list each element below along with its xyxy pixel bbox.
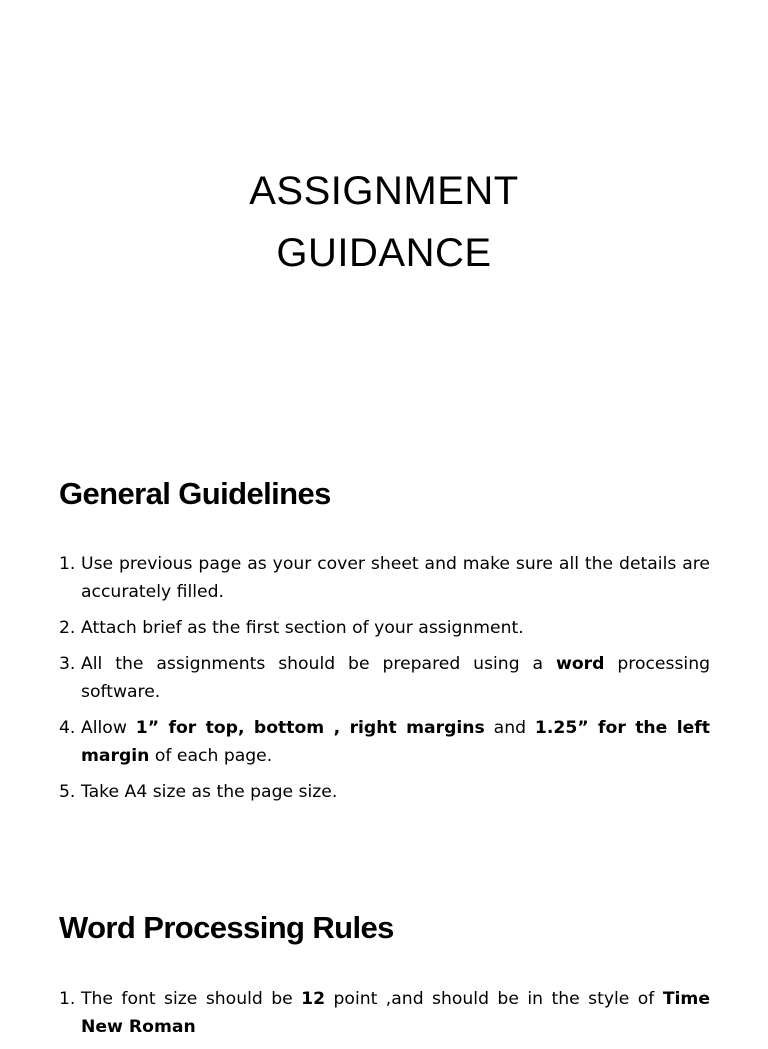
document-title [0, 160, 768, 284]
list-item-number: 1. [59, 989, 76, 1009]
list-item-text: Attach brief as the first section of your assignment. [81, 618, 524, 638]
list-item-number: 3. [59, 654, 76, 674]
general-guidelines-list [59, 550, 710, 814]
list-item-number: 5. [59, 782, 76, 802]
list-item-text: of each page. [149, 746, 273, 766]
list-item-text: point ,and should be in the style of [325, 989, 663, 1009]
list-item-text: Use previous page as your cover sheet and make sure all the details are accurately filled. [81, 554, 710, 602]
title-line-1: ASSIGNMENT [249, 169, 519, 213]
list-item-number: 2. [59, 618, 76, 638]
general-guidelines-heading: General Guidelines [59, 476, 331, 511]
word-processing-rules-list [59, 985, 710, 1049]
list-item-text: Take A4 size as the page size. [81, 782, 338, 802]
list-item-number: 4. [59, 718, 76, 738]
list-item-number: 1. [59, 554, 76, 574]
list-item [59, 550, 710, 606]
list-item-text: The font size should be [81, 989, 302, 1009]
list-item-emphasis: word [555, 654, 605, 674]
word-processing-rules-heading: Word Processing Rules [59, 910, 394, 945]
list-item-emphasis: Time New Roman [81, 989, 710, 1037]
list-item-emphasis: 1” for top, bottom , right margins [135, 718, 485, 738]
list-item-emphasis: 1.25” for the left margin [81, 718, 710, 766]
title-line-2: GUIDANCE [276, 231, 492, 275]
list-item-emphasis: 12 [301, 989, 326, 1009]
list-item-text: All the assignments should be prepared using a [81, 654, 556, 674]
list-item [59, 714, 710, 770]
list-item [59, 614, 710, 642]
list-item-text: Allow [81, 718, 136, 738]
list-item [59, 985, 710, 1041]
list-item [59, 778, 710, 806]
list-item-text: processing software. [81, 654, 710, 702]
list-item [59, 650, 710, 706]
list-item-text: and [484, 718, 535, 738]
